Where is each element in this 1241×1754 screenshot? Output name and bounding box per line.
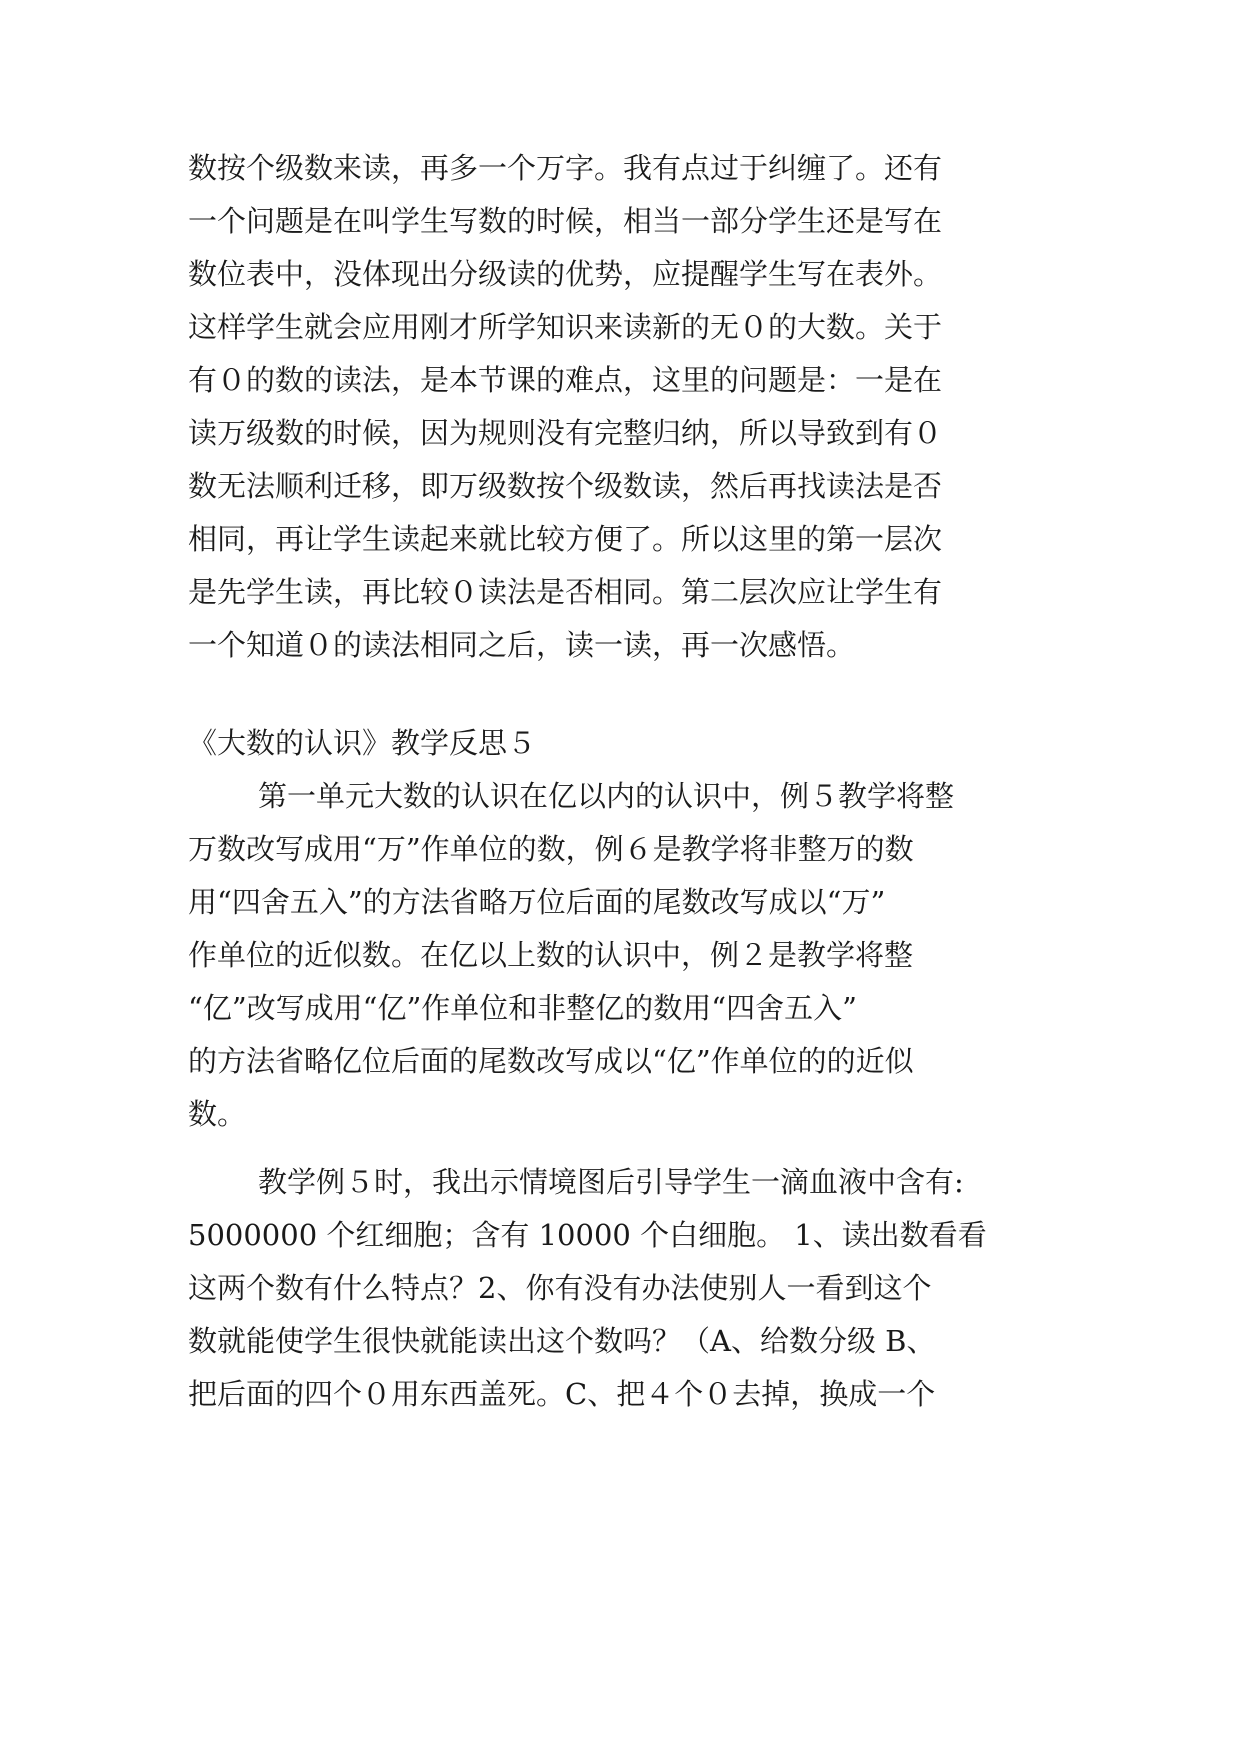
paragraph-line: 作单位的近似数。在亿以上数的认识中，例２是教学将整	[188, 938, 914, 972]
paragraph-line: 这两个数有什么特点？2、你有没有办法使别人一看到这个	[188, 1271, 932, 1305]
paragraph-line: 用“四舍五入”的方法省略万位后面的尾数改写成以“万”	[188, 885, 886, 919]
paragraph-line: 数无法顺利迁移，即万级数按个级数读，然后再找读法是否	[188, 469, 943, 503]
paragraph-line: 是先学生读，再比较０读法是否相同。第二层次应让学生有	[188, 575, 943, 609]
paragraph-line: 第一单元大数的认识在亿以内的认识中，例５教学将整	[258, 779, 955, 813]
paragraph-line: 万数改写成用“万”作单位的数，例６是教学将非整万的数	[188, 832, 914, 866]
paragraph-line: 相同，再让学生读起来就比较方便了。所以这里的第一层次	[188, 522, 943, 556]
paragraph-line: 数位表中，没体现出分级读的优势，应提醒学生写在表外。	[188, 257, 943, 291]
paragraph-line: “亿”改写成用“亿”作单位和非整亿的数用“四舍五入”	[188, 991, 857, 1025]
paragraph-line: 读万级数的时候，因为规则没有完整归纳，所以导致到有０	[188, 416, 943, 450]
paragraph-line: 的方法省略亿位后面的尾数改写成以“亿”作单位的的近似	[188, 1044, 914, 1078]
paragraph-line: 一个知道０的读法相同之后，读一读，再一次感悟。	[188, 628, 856, 662]
paragraph-line: 这样学生就会应用刚才所学知识来读新的无０的大数。关于	[188, 310, 943, 344]
paragraph-line: 数就能使学生很快就能读出这个数吗？（A、给数分级 B、	[188, 1324, 936, 1358]
paragraph-line: 教学例５时，我出示情境图后引导学生一滴血液中含有:	[258, 1165, 964, 1199]
paragraph-line: 有０的数的读法，是本节课的难点，这里的问题是：一是在	[188, 363, 943, 397]
paragraph-line: 数。	[188, 1097, 247, 1131]
paragraph-line: 把后面的四个０用东西盖死。C、把４个０去掉，换成一个	[188, 1377, 936, 1411]
paragraph-line: 数按个级数来读，再多一个万字。我有点过于纠缠了。还有	[188, 151, 943, 185]
section-heading: 《大数的认识》教学反思５	[188, 726, 537, 760]
paragraph-line: 5000000 个红细胞；含有 10000 个白细胞。 1、读出数看看	[188, 1218, 987, 1252]
paragraph-line: 一个问题是在叫学生写数的时候，相当一部分学生还是写在	[188, 204, 943, 238]
